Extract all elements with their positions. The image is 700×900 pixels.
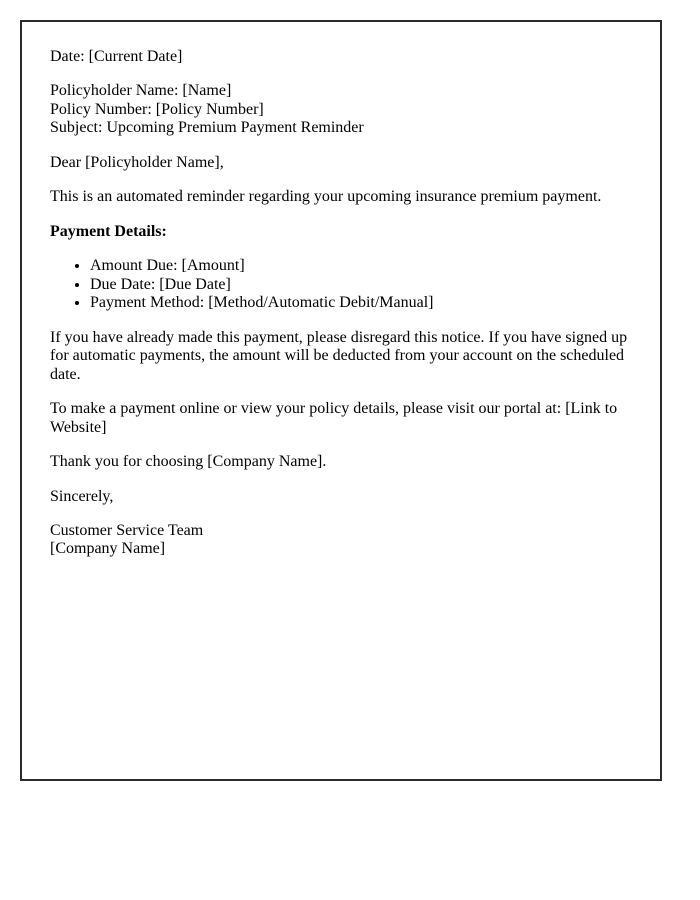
list-item-payment-method: • Payment Method: [Method/Automatic Debit/Manual] xyxy=(90,294,632,312)
portal-paragraph: To make a payment online or view your policy details, please visit our portal at: [Link to Website] xyxy=(50,400,618,436)
thank-you-line: Thank you for choosing [Company Name]. xyxy=(50,453,327,471)
salutation: Dear [Policyholder Name], xyxy=(50,153,224,171)
payment-details-heading: Payment Details: xyxy=(50,222,167,240)
intro-paragraph: This is an automated reminder regarding your upcoming insurance premium payment. xyxy=(50,188,602,206)
signature-team-line: Customer Service Team xyxy=(50,521,204,539)
letter-container xyxy=(20,20,662,781)
recipient-block xyxy=(50,82,632,137)
signature-company-line: [Company Name] xyxy=(50,540,166,558)
closing: Sincerely, xyxy=(50,487,114,505)
signature-block xyxy=(50,522,632,559)
date-line: Date: [Current Date] xyxy=(50,48,183,65)
payment-details-list xyxy=(50,257,632,312)
subject-line: Subject: Upcoming Premium Payment Reminder xyxy=(50,119,364,137)
policyholder-name-line: Policyholder Name: [Name] xyxy=(50,82,232,100)
disregard-paragraph: If you have already made this payment, please disregard this notice. If you have signed up for automatic payments, the amount will be deducted from your account on the scheduled date. xyxy=(50,328,628,383)
list-item-amount-due: • Amount Due: [Amount] xyxy=(90,257,632,275)
policy-number-line: Policy Number: [Policy Number] xyxy=(50,100,264,118)
list-item-due-date: • Due Date: [Due Date] xyxy=(90,276,632,294)
